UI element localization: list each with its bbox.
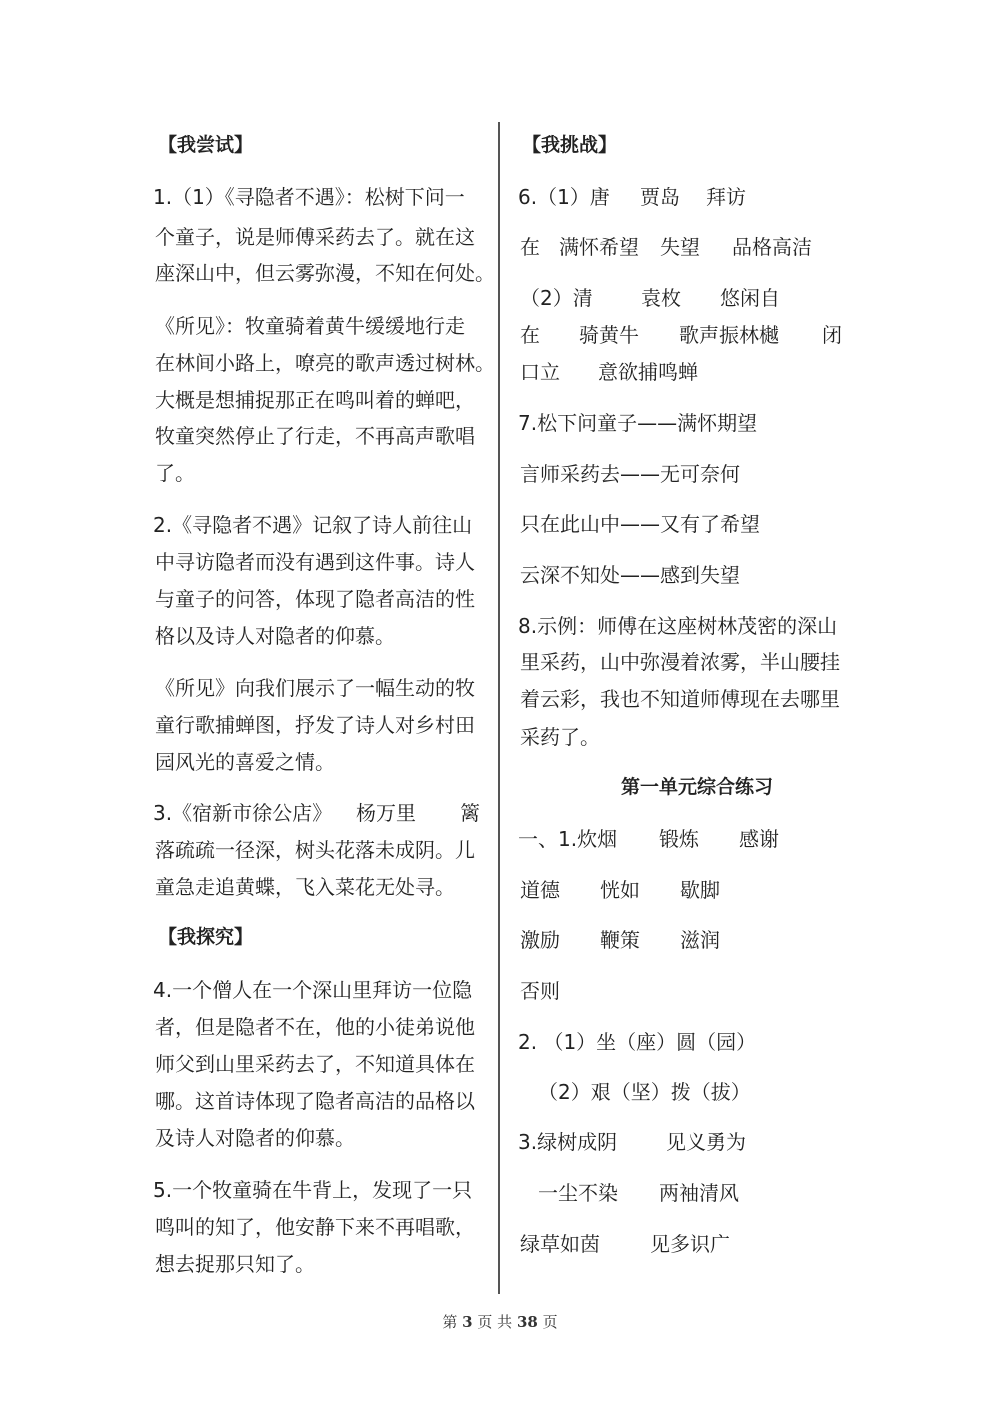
exercise-1-word: 恍如 [600, 878, 640, 902]
answer-2-line: 《所见》向我们展示了一幅生动的牧 [155, 676, 475, 700]
answer-6-item: 品格高洁 [732, 235, 812, 259]
answer-4-line: 师父到山里采药去了，不知道具体在 [155, 1052, 475, 1076]
answer-6-item: 在 [520, 323, 540, 347]
answer-6-item: 口立 [520, 360, 560, 384]
answer-2-line: 园风光的喜爱之情。 [155, 750, 335, 774]
column-divider [498, 122, 500, 1294]
answer-6-item: 拜访 [706, 185, 746, 209]
exercise-1-word: 鞭策 [600, 928, 640, 952]
section-header-explore: 【我探究】 [158, 926, 254, 948]
answer-2-line: 中寻访隐者而没有遇到这件事。诗人 [155, 550, 475, 574]
exercise-1-word: 歇脚 [680, 878, 720, 902]
answer-1-line: 《所见》：牧童骑着黄牛缓缓地行走 [155, 314, 465, 338]
answer-3-title: 3.《宿新市徐公店》 [153, 801, 333, 825]
exercise-3-idiom: 一尘不染 [538, 1181, 618, 1205]
footer-suffix: 页 [542, 1313, 558, 1331]
answer-2-line: 童行歌捕蝉图，抒发了诗人对乡村田 [155, 713, 475, 737]
section-header-challenge: 【我挑战】 [522, 134, 618, 156]
answer-1-line: 在林间小路上，嘹亮的歌声透过树林。 [155, 351, 495, 375]
answer-6-item: 骑黄牛 [579, 323, 639, 347]
answer-3-line: 童急走追黄蝶，飞入菜花无处寻。 [155, 875, 455, 899]
exercise-1-word: 锻炼 [659, 827, 699, 851]
answer-4-line: 者，但是隐者不在，他的小徒弟说他 [155, 1015, 475, 1039]
exercise-3-idiom: 见义勇为 [666, 1130, 746, 1154]
answer-1-line: 牧童突然停止了行走，不再高声歌唱 [155, 424, 475, 448]
answer-6-item: 悠闲自 [720, 286, 780, 310]
answer-6-item: 贾岛 [640, 185, 680, 209]
exercise-1-word: 道德 [520, 878, 560, 902]
answer-6-item: 失望 [660, 235, 700, 259]
answer-7-line: 言师采药去——无可奈何 [520, 462, 740, 486]
page-footer [0, 1311, 1000, 1332]
exercise-2-line: （2）艰（坚）拨（拔） [538, 1080, 751, 1104]
answer-1-line: 1.（1）《寻隐者不遇》：松树下问一 [153, 185, 465, 209]
answer-2-line: 格以及诗人对隐者的仰慕。 [155, 624, 395, 648]
exercise-3-idiom: 见多识广 [650, 1232, 730, 1256]
exercise-1-word: 滋润 [680, 928, 720, 952]
exercise-3-idiom: 两袖清风 [659, 1181, 739, 1205]
section-header-try: 【我尝试】 [158, 134, 254, 156]
answer-8-line: 采药了。 [520, 725, 600, 749]
current-page-number: 3 [462, 1313, 473, 1331]
unit-section-title: 第一单元综合练习 [621, 776, 774, 798]
answer-2-line: 与童子的问答，体现了隐者高洁的性 [155, 587, 475, 611]
answer-6-item: 歌声振林樾 [679, 323, 779, 347]
answer-8-line: 里采药，山中弥漫着浓雾，半山腰挂 [520, 650, 840, 674]
answer-6-item: 满怀希望 [559, 235, 639, 259]
footer-prefix: 第 [442, 1313, 458, 1331]
exercise-3-idiom: 3.绿树成阴 [518, 1130, 618, 1154]
answer-7-line: 7.松下问童子——满怀期望 [518, 411, 758, 435]
answer-7-line: 只在此山中——又有了希望 [520, 512, 760, 536]
answer-4-line: 4.一个僧人在一个深山里拜访一位隐 [153, 978, 473, 1002]
answer-5-line: 想去捉那只知了。 [155, 1252, 315, 1276]
answer-1-line: 个童子，说是师傅采药去了。就在这 [155, 225, 475, 249]
answer-6-item: 在 [520, 235, 540, 259]
exercise-3-idiom: 绿草如茵 [520, 1232, 600, 1256]
answer-1-line: 大概是想捕捉那正在鸣叫着的蝉吧， [155, 388, 475, 412]
exercise-2-line: 2. （1）坐（座）圆（园） [518, 1030, 757, 1054]
answer-8-line: 着云彩，我也不知道师傅现在去哪里 [520, 687, 840, 711]
answer-5-line: 5.一个牧童骑在牛背上，发现了一只 [153, 1178, 473, 1202]
answer-3-author: 杨万里 [356, 801, 416, 825]
answer-3-line: 篱 [460, 801, 480, 825]
exercise-1-word: 一、1.炊烟 [518, 827, 618, 851]
exercise-1-word: 激励 [520, 928, 560, 952]
answer-1-line: 了。 [155, 461, 195, 485]
exercise-1-word: 感谢 [739, 827, 779, 851]
answer-7-line: 云深不知处——感到失望 [520, 563, 740, 587]
answer-5-line: 鸣叫的知了，他安静下来不再唱歌， [155, 1215, 475, 1239]
answer-6-item: （2）清 [520, 286, 593, 310]
answer-8-line: 8.示例：师傅在这座树林茂密的深山 [518, 614, 838, 638]
answer-2-line: 2.《寻隐者不遇》记叙了诗人前往山 [153, 513, 473, 537]
footer-mid: 页 共 [477, 1313, 513, 1331]
answer-1-line: 座深山中，但云雾弥漫，不知在何处。 [155, 261, 495, 285]
answer-6-item: 意欲捕鸣蝉 [598, 360, 698, 384]
total-page-number: 38 [516, 1313, 538, 1331]
answer-6-item: 6.（1）唐 [518, 185, 610, 209]
answer-6-item: 袁枚 [641, 286, 681, 310]
answer-3-line: 落疏疏一径深，树头花落未成阴。儿 [155, 838, 475, 862]
answer-6-item: 闭 [822, 323, 842, 347]
answer-4-line: 及诗人对隐者的仰慕。 [155, 1126, 355, 1150]
answer-4-line: 哪。这首诗体现了隐者高洁的品格以 [155, 1089, 475, 1113]
exercise-1-word: 否则 [520, 979, 560, 1003]
